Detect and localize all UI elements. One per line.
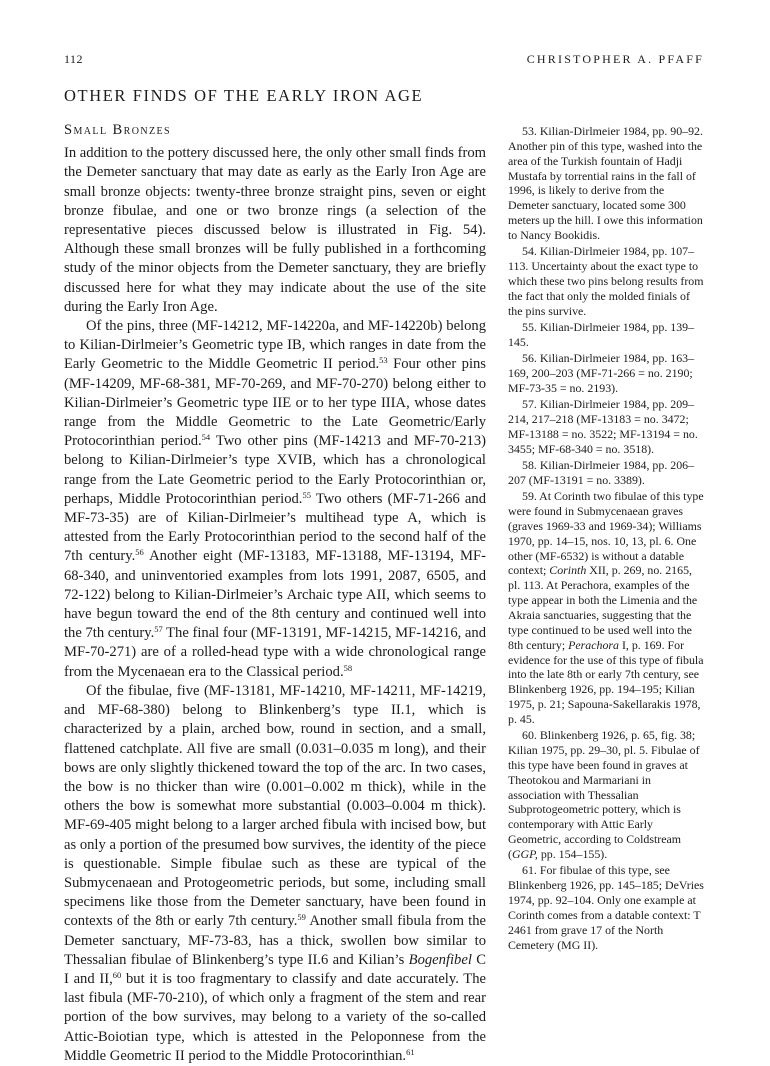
subheading: Small Bronzes [64,122,171,138]
body-paragraph: Of the pins, three (MF-14212, MF-14220a, and MF-14220b) belong to Kilian-Dirlmeier’s Geometric type IB, which ranges in date from the Early Geometric to the Middle Geometric II period.$^{53}$ Four other pins (MF-14209, MF-68-381, MF-70-269, and MF-70-270) belong either to Kilian-Dirlmeier’s Geometric type IIE or to her type IIIA, whose dates range from the Middle Geometric to the Late Geometric/Early Protocorinthian period.$^{54}$ Two other pins (MF-14213 and MF-70-213) belong to Kilian-Dirlmeier’s type XVIB, which has a chronological range from the Late Geometric period to the Early Protocorinthian or, perhaps, Middle Protocorinthian period.$^{55}$ Two others (MF-71-266 and MF-73-35) are of Kilian-Dirlmeier’s multihead type A, which is attested from the Early Protocorinthian period to the second half of the 7th century.$^{56}$ Another eight (MF-13183, MF-13188, MF-13194, MF-68-340, and uninventoried examples from lots 1991, 2087, 6505, and 72-122) belong to Kilian-Dirlmeier’s Archaic type AII, which seems to have begun toward the end of the 8th century and continued well into the 7th century.$^{57}$ The final four (MF-13191, MF-14215, MF-14216, and MF-70-271) are of a rolled-head type with a wide chronological range from the Mycenaean era to the Classical period.$^{58}$ [64,318,487,680]
footnote-ref: 57 [154,624,163,635]
footnote: 58. Kilian-Dirlmeier 1984, pp. 206–207 (MF-13191 = no. 3389). [508,458,695,487]
footnote-ref: 60 [112,969,122,980]
footnote: 60. Blinkenberg 1926, p. 65, fig. 38; Kilian 1975, pp. 29–30, pl. 5. Fibulae of this type have been found in graves at Theotokou and Marmariani in association with Thessalian Subprotogeometric pottery, which is contemporary with Attic Early Geometric, according to Coldstream (GGP, pp. 154–155). [508,728,700,861]
page-number: 112 [64,52,84,66]
running-head [64,52,704,70]
footnote-ref: 54 [201,432,211,443]
footnote-ref: 53 [379,355,388,366]
section-title: OTHER FINDS OF THE EARLY IRON AGE [64,86,424,105]
main-text-column [64,121,486,1066]
body-paragraphs [64,144,486,1066]
footnote-ref: 59 [297,912,306,923]
footnote: 53. Kilian-Dirlmeier 1984, pp. 90–92. Another pin of this type, washed into the area of the Turkish fountain of Hadji Mustafa by torrential rains in the fall of 1996, is likely to derive from the Demeter sanctuary, located some 300 meters up the hill. I owe this information to Nancy Bookidis. [508,124,703,242]
footnote-ref: 55 [302,489,311,500]
italic-title: Bogenfibel [408,951,472,968]
italic-title: GGP, [511,847,538,861]
body-paragraph: Of the fibulae, five (MF-13181, MF-14210, MF-14211, MF-14219, and MF-68-380) belong to Blinkenberg’s type II.1, which is characterized by a plain, arched bow, round in section, and a small, flattened catchplate. All five are small (0.031–0.035 m long), and their bows are only slightly thickened toward the top of the arc. In two cases, the bow is no thicker than wire (0.001–0.002 m thick), while in the others the bow is somewhat more substantial (0.003–0.004 m thick). MF-69-405 might belong to a larger arched fibula with incised bow, but as only a portion of the presumed bow survives, the identity of the piece is questionable. Simple fibulae such as these are typical of the Submycenaean and Protogeometric periods, but some, including small specimens like those from the Demeter sanctuary, have been found in contexts of the 8th or early 7th century.$^{59}$ Another small fibula from the Demeter sanctuary, MF-73-83, has a thick, swollen bow similar to Thessalian fibulae of Blinkenberg’s type II.6 and Kilian’s Bogenfibel C I and II,$^{60}$ but it is too fragmentary to classify and date accurately. The last fibula (MF-70-210), of which only a fragment of the stem and rear portion of the bow survives, may belong to a variety of the so-called Attic-Boiotian type, which is attested in the Peloponnese from the Middle Geometric II period to the Middle Protocorinthian.$^{61}$ [64,682,486,1064]
footnotes-column [508,124,706,954]
footnote: 61. For fibulae of this type, see Blinkenberg 1926, pp. 145–185; DeVries 1974, pp. 92–104. Only one example at Corinth comes from a datable context: T 2461 from grave 17 of the North Cemetery (MG II). [508,863,704,952]
footnote: 55. Kilian-Dirlmeier 1984, pp. 139–145. [508,319,695,349]
running-head-author: CHRISTOPHER A. PFAFF [526,52,704,66]
footnote: 56. Kilian-Dirlmeier 1984, pp. 163–169, 200–203 (MF-71-266 = no. 2190; MF-73-35 = no. 2193). [508,351,695,395]
italic-title: Perachora [568,637,619,652]
footnote-ref: 61 [406,1046,415,1057]
footnote-ref: 58 [343,662,353,673]
footnote: 59. At Corinth two fibulae of this type were found in Submycenaean graves (graves 1969-33 and 1969-34); Williams 1970, pp. 14–15, nos. 10, 13, pl. 6. One other (MF-6532) is without a datable context; Corinth XII, p. 269, no. 2165, pl. 113. At Perachora, examples of the type appear in both the Limenia and the Akraia sanctuaries, suggesting that the type continued to be used well into the 8th century; Perachora I, p. 169. For evidence for the use of this type of fibula into the late 8th or early 7th century, see Blinkenberg 1926, pp. 194–195; Kilian 1975, p. 21; Sapouna-Sakellarakis 1978, p. 45. [508,489,704,726]
body-paragraph: In addition to the pottery discussed here, the only other small finds from the Demeter sanctuary that may date as early as the Early Iron Age are small bronze objects: twenty-three bronze straight pins, seven or eight bronze fibulae, and one or two bronze rings (a selection of the representative pieces discussed below is illustrated in Fig. 54). Although these small bronzes will be fully published in a forthcoming study of the minor objects from the Demeter sanctuary, they are briefly discussed here for what they may indicate about the use of the site during the Early Iron Age. [64,145,486,315]
footnote: 54. Kilian-Dirlmeier 1984, pp. 107–113. Uncertainty about the exact type to which these two pins belong results from the fact that only the molded finials of the pins survive. [508,244,704,318]
italic-title: Corinth [549,563,587,578]
footnote-ref: 56 [135,547,144,558]
footnote: 57. Kilian-Dirlmeier 1984, pp. 209–214, 217–218 (MF-13183 = no. 3472; MF-13188 = no. 3522; MF-13194 = no. 3455; MF-68-340 = no. 3518). [508,397,698,456]
